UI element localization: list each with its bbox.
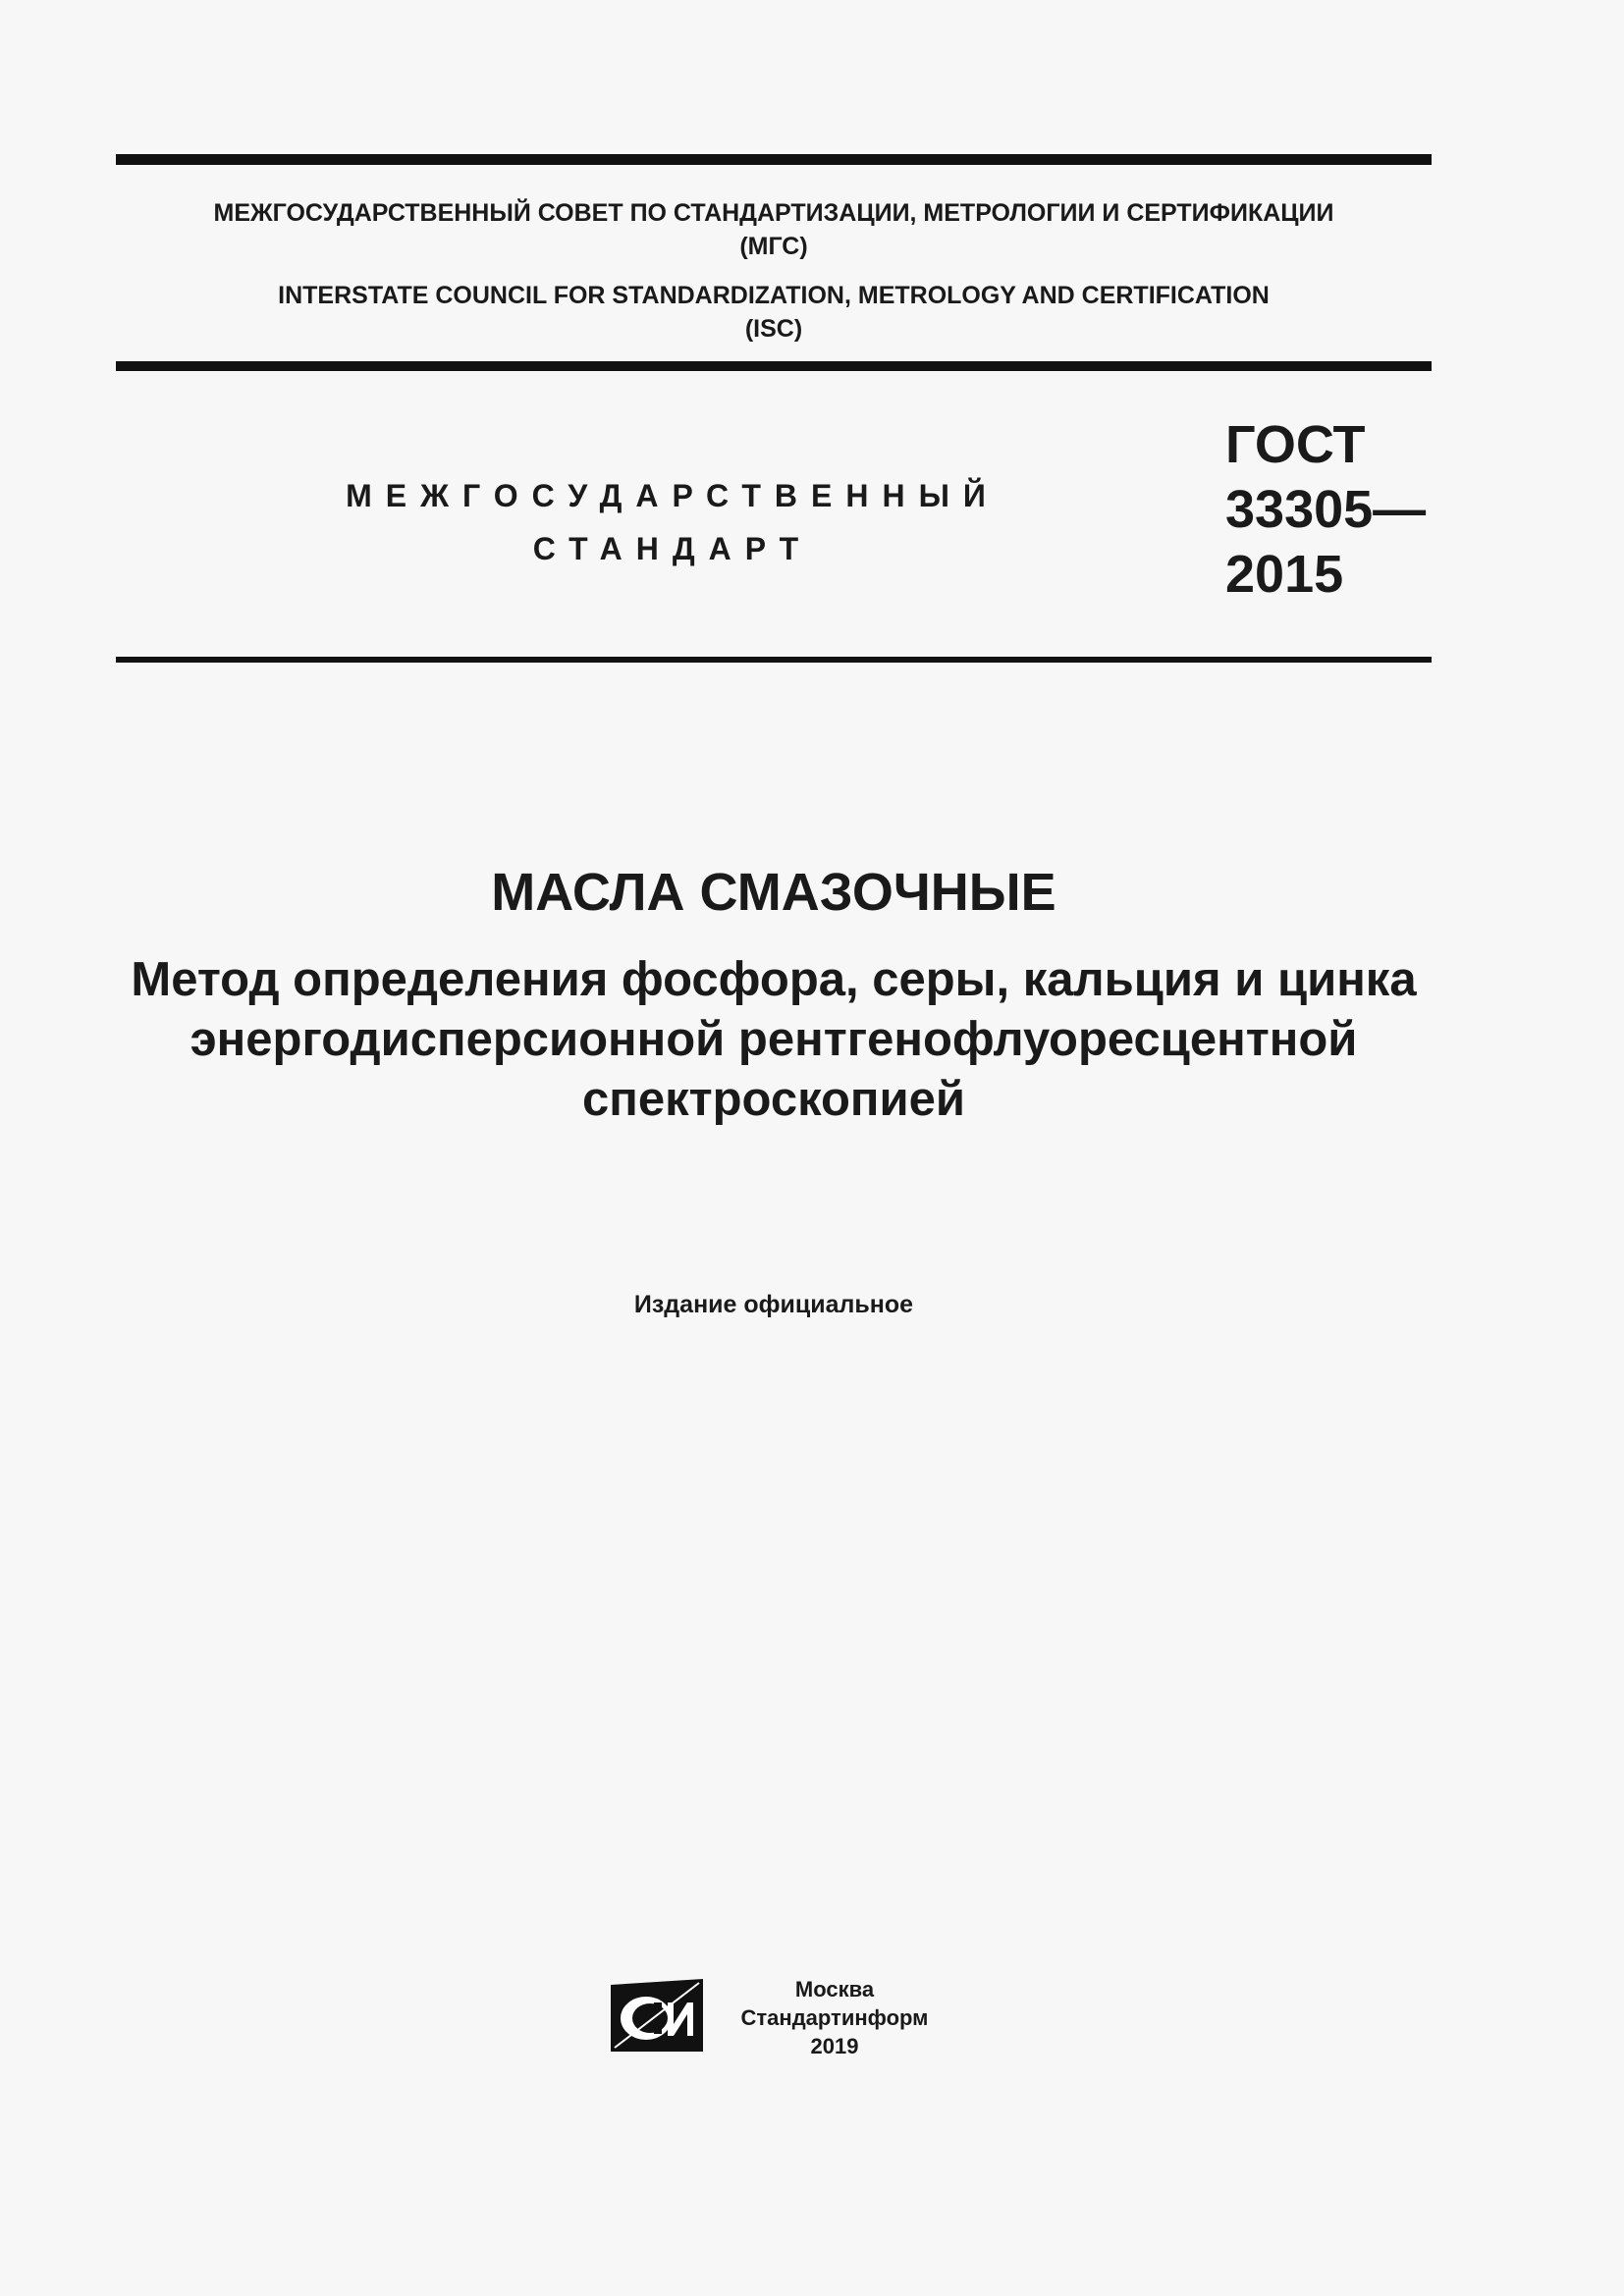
document-title: МАСЛА СМАЗОЧНЫЕ bbox=[491, 863, 1056, 922]
standartinform-logo-icon bbox=[611, 1979, 703, 2052]
subtitle-line2: энергодисперсионной рентгенофлуоресцентной bbox=[189, 1013, 1358, 1066]
council-header bbox=[116, 196, 1432, 346]
standard-kind-line1: МЕЖГОСУДАРСТВЕННЫЙ bbox=[346, 478, 1000, 513]
council-abbr-ru: (МГС) bbox=[739, 233, 808, 260]
document-subtitle bbox=[0, 950, 1547, 1130]
council-name-ru: МЕЖГОСУДАРСТВЕННЫЙ СОВЕТ ПО СТАНДАРТИЗАЦИИ, МЕТРОЛОГИИ И СЕРТИФИКАЦИИ bbox=[213, 199, 1334, 227]
gost-year: 2015 bbox=[1225, 545, 1344, 604]
standard-kind bbox=[295, 469, 1051, 575]
gost-designation bbox=[1225, 412, 1426, 607]
publisher-year: 2019 bbox=[810, 2034, 859, 2058]
middle-rule bbox=[116, 361, 1432, 371]
council-name-en: INTERSTATE COUNCIL FOR STANDARDIZATION, METROLOGY AND CERTIFICATION bbox=[278, 282, 1270, 309]
publisher-city: Москва bbox=[794, 1977, 875, 2002]
gost-prefix: ГОСТ bbox=[1225, 415, 1366, 474]
publisher-name: Стандартинформ bbox=[740, 2005, 929, 2030]
top-rule bbox=[116, 154, 1432, 165]
council-abbr-en: (ISC) bbox=[744, 315, 803, 343]
standard-kind-line2: СТАНДАРТ bbox=[532, 531, 813, 566]
edition-note: Издание официальное bbox=[633, 1291, 914, 1318]
publisher-block bbox=[707, 1975, 962, 2060]
lower-rule bbox=[116, 657, 1432, 663]
gost-number: 33305— bbox=[1225, 480, 1427, 539]
subtitle-line1: Метод определения фосфора, серы, кальция и цинка bbox=[131, 953, 1417, 1006]
subtitle-line3: спектроскопией bbox=[582, 1073, 965, 1126]
